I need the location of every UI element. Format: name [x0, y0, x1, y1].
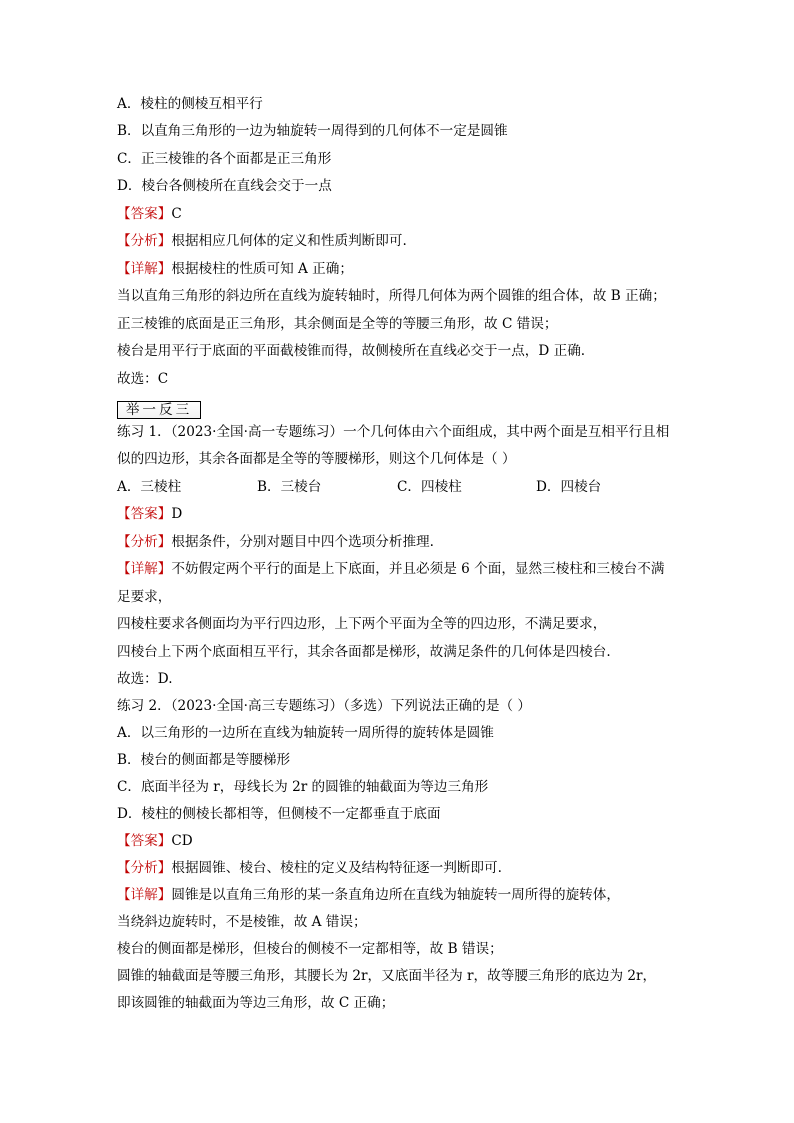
detail-text: 圆锥是以直角三角形的某一条直角边所在直线为轴旋转一周所得的旋转体，: [171, 887, 620, 903]
answer-tag: 【答案】: [117, 206, 172, 222]
q1-detail-line: 四棱柱要求各侧面均为平行四边形，上下两个平面为全等的四边形，不满足要求，: [117, 616, 607, 632]
analysis-tag: 【分析】: [117, 534, 172, 550]
analysis-text: 根据条件，分别对题目中四个选项分析推理.: [171, 534, 434, 550]
q0-detail: [117, 260, 353, 278]
detail-text: 不妨假定两个平行的面是上下底面，并且必须是 6 个面，显然三棱柱和三棱台不满: [171, 561, 665, 577]
q1-option-c: C．四棱柱: [397, 479, 462, 495]
q2-detail-line: 当绕斜边旋转时，不是棱锥，故 A 错误；: [117, 914, 367, 930]
q2-analysis: [117, 859, 502, 877]
q0-option-c: C．正三棱锥的各个面都是正三角形: [117, 151, 332, 167]
q1-detail-line: 四棱台上下两个底面相互平行，其余各面都是梯形，故满足条件的几何体是四棱台.: [117, 644, 611, 660]
q0-detail-line: 当以直角三角形的斜边所在直线为旋转轴时，所得几何体为两个圆锥的组合体，故 B 正确；: [117, 288, 666, 304]
answer-value: C: [171, 206, 182, 222]
analysis-tag: 【分析】: [117, 233, 172, 249]
detail-tag: 【详解】: [117, 561, 172, 577]
q1-option-d: D．四棱台: [536, 479, 602, 495]
q2-option-b: B．棱台的侧面都是等腰梯形: [117, 752, 291, 768]
q1-choice: 故选：D.: [117, 671, 173, 687]
analysis-tag: 【分析】: [117, 860, 172, 876]
section-title: 举一反三: [118, 402, 200, 418]
answer-value: CD: [171, 833, 193, 849]
q1-option-a: A．三棱柱: [117, 479, 182, 495]
q1-detail-line: 足要求，: [117, 589, 172, 605]
answer-tag: 【答案】: [117, 506, 172, 522]
q0-answer: [117, 205, 182, 223]
q0-analysis: [117, 232, 407, 250]
q0-detail-line: 棱台是用平行于底面的平面截棱锥而得，故侧棱所在直线必交于一点，D 正确.: [117, 343, 586, 359]
q2-answer: [117, 832, 193, 850]
q2-detail: [117, 886, 620, 904]
q1-stem-line: 练习 1．（2023·全国·高一专题练习）一个几何体由六个面组成，其中两个面是互相平行且相: [117, 424, 670, 440]
q2-option-d: D．棱柱的侧棱长都相等，但侧棱不一定都垂直于底面: [117, 806, 441, 822]
q0-detail-line: 正三棱锥的底面是正三角形，其余侧面是全等的等腰三角形，故 C 错误；: [117, 316, 558, 332]
q1-stem-line: 似的四边形，其余各面都是全等的等腰梯形，则这个几何体是（ ）: [117, 451, 516, 467]
q0-choice: 故选：C: [117, 371, 169, 387]
detail-tag: 【详解】: [117, 261, 172, 277]
q2-detail-line: 棱台的侧面都是梯形，但棱台的侧棱不一定都相等，故 B 错误；: [117, 941, 503, 957]
q1-option-b: B．三棱台: [257, 479, 322, 495]
detail-tag: 【详解】: [117, 887, 172, 903]
detail-text: 根据棱柱的性质可知 A 正确；: [171, 261, 353, 277]
q1-detail: [117, 560, 664, 578]
q2-option-c: C．底面半径为 r，母线长为 2r 的圆锥的轴截面为等边三角形: [117, 779, 489, 795]
section-title-box: [117, 401, 201, 419]
q0-option-a: A．棱柱的侧棱互相平行: [117, 96, 263, 112]
q2-stem: 练习 2．（2023·全国·高三专题练习）（多选）下列说法正确的是（ ）: [117, 698, 531, 714]
q1-answer: [117, 505, 182, 523]
q1-analysis: [117, 533, 434, 551]
q0-option-b: B．以直角三角形的一边为轴旋转一周得到的几何体不一定是圆锥: [117, 123, 508, 139]
q2-option-a: A．以三角形的一边所在直线为轴旋转一周所得的旋转体是圆锥: [117, 725, 494, 741]
q2-detail-line: 圆锥的轴截面是等腰三角形，其腰长为 2r，又底面半径为 r，故等腰三角形的底边为 2r，: [117, 968, 657, 984]
answer-value: D: [171, 506, 183, 522]
analysis-text: 根据圆锥、棱台、棱柱的定义及结构特征逐一判断即可.: [171, 860, 502, 876]
q0-option-d: D．棱台各侧棱所在直线会交于一点: [117, 178, 332, 194]
answer-tag: 【答案】: [117, 833, 172, 849]
analysis-text: 根据相应几何体的定义和性质判断即可.: [171, 233, 407, 249]
q2-detail-line: 即该圆锥的轴截面为等边三角形，故 C 正确；: [117, 995, 395, 1011]
